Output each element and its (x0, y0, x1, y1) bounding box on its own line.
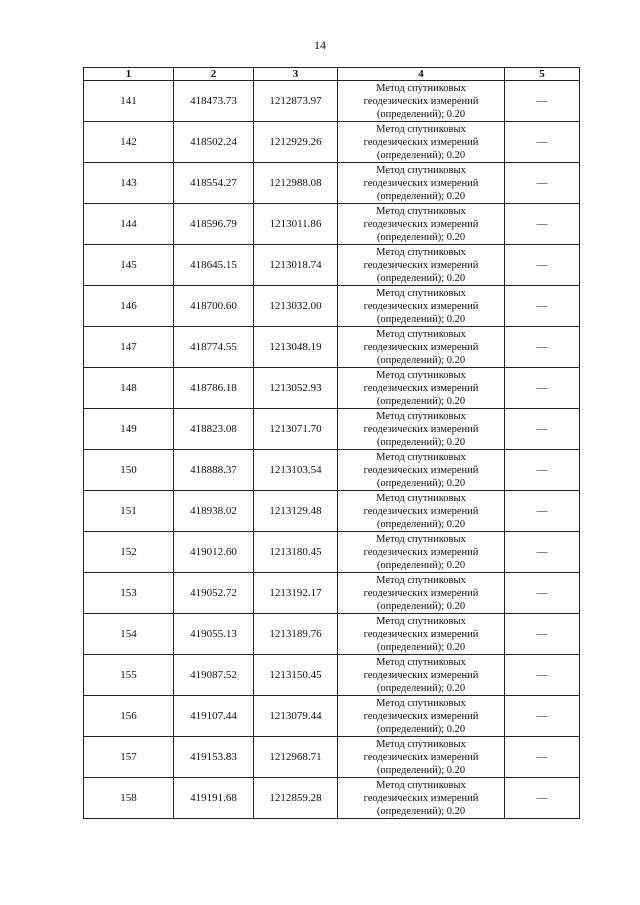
x-coordinate-cell: 418645.15 (174, 245, 254, 286)
point-number-cell: 144 (84, 204, 174, 245)
y-coordinate-cell: 1213048.19 (254, 327, 338, 368)
table-row (84, 122, 580, 163)
description-cell: — (505, 573, 580, 614)
x-coordinate-cell: 419087.52 (174, 655, 254, 696)
description-cell: — (505, 696, 580, 737)
x-coordinate-cell: 418888.37 (174, 450, 254, 491)
y-coordinate-cell: 1212859.28 (254, 778, 338, 819)
point-number-cell: 142 (84, 122, 174, 163)
x-coordinate-cell: 419107.44 (174, 696, 254, 737)
description-cell: — (505, 81, 580, 122)
table-row (84, 737, 580, 778)
column-header-2: 2 (174, 68, 254, 81)
method-line: геодезических измерений (363, 423, 479, 435)
x-coordinate-cell: 418774.55 (174, 327, 254, 368)
method-line: Метод спутниковых (376, 451, 466, 463)
table-row (84, 81, 580, 122)
table-row (84, 532, 580, 573)
x-coordinate-cell: 419055.13 (174, 614, 254, 655)
method-line: Метод спутниковых (376, 697, 466, 709)
method-cell (338, 778, 505, 819)
method-line: (определений); 0.20 (376, 231, 466, 243)
method-line: (определений); 0.20 (376, 805, 466, 817)
y-coordinate-cell: 1212988.08 (254, 163, 338, 204)
point-number-cell: 141 (84, 81, 174, 122)
point-number-cell: 152 (84, 532, 174, 573)
method-line: (определений); 0.20 (376, 313, 466, 325)
table-row (84, 204, 580, 245)
y-coordinate-cell: 1213180.45 (254, 532, 338, 573)
table-body (84, 81, 580, 819)
page-number: 14 (314, 38, 326, 52)
method-line: геодезических измерений (363, 587, 479, 599)
method-line: геодезических измерений (363, 751, 479, 763)
description-cell: — (505, 655, 580, 696)
method-cell (338, 368, 505, 409)
table-row (84, 450, 580, 491)
method-cell (338, 491, 505, 532)
x-coordinate-cell: 418700.60 (174, 286, 254, 327)
description-cell: — (505, 450, 580, 491)
y-coordinate-cell: 1212968.71 (254, 737, 338, 778)
method-cell (338, 737, 505, 778)
method-cell (338, 696, 505, 737)
method-line: (определений); 0.20 (376, 395, 466, 407)
x-coordinate-cell: 419153.83 (174, 737, 254, 778)
method-line: (определений); 0.20 (376, 149, 466, 161)
method-line: Метод спутниковых (376, 287, 466, 299)
y-coordinate-cell: 1213129.48 (254, 491, 338, 532)
y-coordinate-cell: 1213052.93 (254, 368, 338, 409)
method-line: Метод спутниковых (376, 410, 466, 422)
method-cell (338, 81, 505, 122)
method-line: Метод спутниковых (376, 164, 466, 176)
method-cell (338, 245, 505, 286)
column-header-1: 1 (84, 68, 174, 81)
method-cell (338, 286, 505, 327)
point-number-cell: 146 (84, 286, 174, 327)
method-cell (338, 204, 505, 245)
y-coordinate-cell: 1213079.44 (254, 696, 338, 737)
method-line: (определений); 0.20 (376, 518, 466, 530)
method-cell (338, 122, 505, 163)
method-line: (определений); 0.20 (376, 272, 466, 284)
method-cell (338, 655, 505, 696)
x-coordinate-cell: 418938.02 (174, 491, 254, 532)
method-line: геодезических измерений (363, 669, 479, 681)
column-header-4: 4 (338, 68, 505, 81)
x-coordinate-cell: 419052.72 (174, 573, 254, 614)
method-cell (338, 614, 505, 655)
description-cell: — (505, 245, 580, 286)
description-cell: — (505, 122, 580, 163)
method-line: Метод спутниковых (376, 123, 466, 135)
table-row (84, 778, 580, 819)
table-row (84, 409, 580, 450)
method-line: Метод спутниковых (376, 82, 466, 94)
method-cell (338, 409, 505, 450)
table-row (84, 491, 580, 532)
method-cell (338, 450, 505, 491)
table-row (84, 163, 580, 204)
method-line: Метод спутниковых (376, 533, 466, 545)
description-cell: — (505, 491, 580, 532)
method-line: (определений); 0.20 (376, 190, 466, 202)
method-cell (338, 327, 505, 368)
x-coordinate-cell: 418823.08 (174, 409, 254, 450)
point-number-cell: 155 (84, 655, 174, 696)
point-number-cell: 151 (84, 491, 174, 532)
table-row (84, 614, 580, 655)
y-coordinate-cell: 1213192.17 (254, 573, 338, 614)
method-line: Метод спутниковых (376, 738, 466, 750)
point-number-cell: 143 (84, 163, 174, 204)
table-row (84, 327, 580, 368)
method-line: геодезических измерений (363, 505, 479, 517)
point-number-cell: 150 (84, 450, 174, 491)
x-coordinate-cell: 418473.73 (174, 81, 254, 122)
table-row (84, 286, 580, 327)
table-row (84, 573, 580, 614)
x-coordinate-cell: 418786.18 (174, 368, 254, 409)
method-line: (определений); 0.20 (376, 108, 466, 120)
method-cell (338, 163, 505, 204)
point-number-cell: 145 (84, 245, 174, 286)
coordinates-table (83, 67, 580, 819)
y-coordinate-cell: 1213150.45 (254, 655, 338, 696)
point-number-cell: 157 (84, 737, 174, 778)
y-coordinate-cell: 1212873.97 (254, 81, 338, 122)
table-header-row (84, 68, 580, 81)
method-line: геодезических измерений (363, 218, 479, 230)
method-line: Метод спутниковых (376, 492, 466, 504)
table-row (84, 696, 580, 737)
method-line: Метод спутниковых (376, 656, 466, 668)
method-line: (определений); 0.20 (376, 436, 466, 448)
method-line: геодезических измерений (363, 710, 479, 722)
method-line: геодезических измерений (363, 628, 479, 640)
method-line: (определений); 0.20 (376, 682, 466, 694)
x-coordinate-cell: 418502.24 (174, 122, 254, 163)
y-coordinate-cell: 1213018.74 (254, 245, 338, 286)
x-coordinate-cell: 418596.79 (174, 204, 254, 245)
method-line: Метод спутниковых (376, 369, 466, 381)
method-line: геодезических измерений (363, 95, 479, 107)
method-line: (определений); 0.20 (376, 723, 466, 735)
y-coordinate-cell: 1213011.86 (254, 204, 338, 245)
method-line: (определений); 0.20 (376, 600, 466, 612)
method-line: геодезических измерений (363, 382, 479, 394)
y-coordinate-cell: 1213032.00 (254, 286, 338, 327)
point-number-cell: 154 (84, 614, 174, 655)
description-cell: — (505, 532, 580, 573)
point-number-cell: 147 (84, 327, 174, 368)
method-line: геодезических измерений (363, 341, 479, 353)
point-number-cell: 158 (84, 778, 174, 819)
table-row (84, 245, 580, 286)
description-cell: — (505, 409, 580, 450)
description-cell: — (505, 737, 580, 778)
method-line: Метод спутниковых (376, 615, 466, 627)
method-line: Метод спутниковых (376, 574, 466, 586)
y-coordinate-cell: 1213071.70 (254, 409, 338, 450)
point-number-cell: 156 (84, 696, 174, 737)
column-header-3: 3 (254, 68, 338, 81)
method-line: (определений); 0.20 (376, 477, 466, 489)
method-cell (338, 573, 505, 614)
table-row (84, 368, 580, 409)
method-line: геодезических измерений (363, 546, 479, 558)
method-line: геодезических измерений (363, 792, 479, 804)
method-cell (338, 532, 505, 573)
point-number-cell: 148 (84, 368, 174, 409)
method-line: (определений); 0.20 (376, 559, 466, 571)
description-cell: — (505, 163, 580, 204)
x-coordinate-cell: 419012.60 (174, 532, 254, 573)
point-number-cell: 149 (84, 409, 174, 450)
description-cell: — (505, 286, 580, 327)
description-cell: — (505, 778, 580, 819)
method-line: геодезических измерений (363, 300, 479, 312)
point-number-cell: 153 (84, 573, 174, 614)
y-coordinate-cell: 1212929.26 (254, 122, 338, 163)
method-line: геодезических измерений (363, 464, 479, 476)
description-cell: — (505, 327, 580, 368)
method-line: Метод спутниковых (376, 779, 466, 791)
x-coordinate-cell: 418554.27 (174, 163, 254, 204)
description-cell: — (505, 614, 580, 655)
method-line: Метод спутниковых (376, 205, 466, 217)
description-cell: — (505, 204, 580, 245)
description-cell: — (505, 368, 580, 409)
table-row (84, 655, 580, 696)
method-line: геодезических измерений (363, 177, 479, 189)
method-line: геодезических измерений (363, 136, 479, 148)
column-header-5: 5 (505, 68, 580, 81)
method-line: (определений); 0.20 (376, 764, 466, 776)
y-coordinate-cell: 1213189.76 (254, 614, 338, 655)
y-coordinate-cell: 1213103.54 (254, 450, 338, 491)
method-line: Метод спутниковых (376, 328, 466, 340)
method-line: (определений); 0.20 (376, 354, 466, 366)
method-line: Метод спутниковых (376, 246, 466, 258)
method-line: (определений); 0.20 (376, 641, 466, 653)
method-line: геодезических измерений (363, 259, 479, 271)
x-coordinate-cell: 419191.68 (174, 778, 254, 819)
